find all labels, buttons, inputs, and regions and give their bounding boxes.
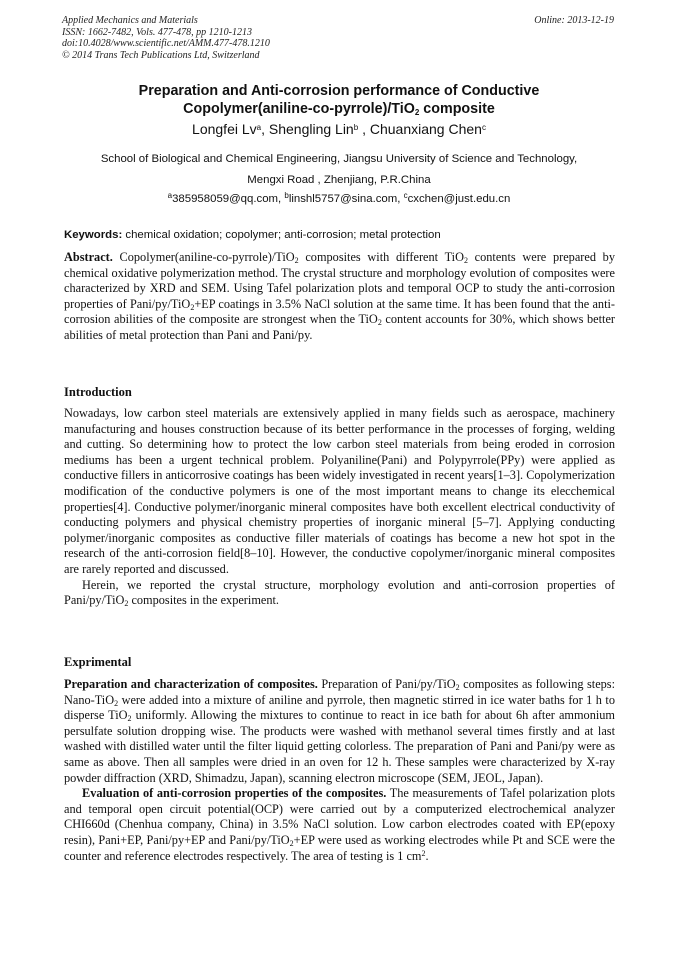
doi: doi:10.4028/www.scientific.net/AMM.477-478.1210 bbox=[62, 38, 270, 49]
exp-paragraph-1: Preparation and characterization of composites. Preparation of Pani/py/TiO$_2$ composites as following steps: Nano-TiO$_2$ were added into a mixture of aniline and pyrrole, then magnetic stirred in ice water baths for 1 h to disperse TiO$_2$ uniformly. Allowing the mixtures to continue to react in ice bath for about 6h after ammonium persulfate solution dropping wise. The products were washed with methanol several times firstly and at last washed with distilled water until the filter liquid getting colorless. The preparation of Pani and Pani/py were as same as above. Then all samples were dried in an oven for 12 h. These samples were characterized by X-ray powder diffraction (XRD, Shimadzu, Japan), scanning electron microscope (SEM, JEOL, Japan). bbox=[64, 677, 616, 785]
intro-paragraph-2: Herein, we reported the crystal structure, morphology evolution and anti-corrosion properties of Pani/py/TiO$_2$ composites in the experiment. bbox=[64, 577, 615, 609]
issn: ISSN: 1662-7482, Vols. 477-478, pp 1210-1213 bbox=[62, 26, 252, 38]
journal-meta bbox=[62, 15, 270, 61]
introduction-body bbox=[64, 406, 615, 609]
author-1: Longfei Lv bbox=[192, 121, 257, 137]
journal-name: Applied Mechanics and Materials bbox=[62, 15, 198, 26]
intro-paragraph-1: Nowadays, low carbon steel materials are extensively applied in many fields such as aerospace, machinery manufacturing and houses construction because of its better performance in the processes of forging, welding and cutting. So determining how to protect the low carbon steel materials from being eroded in corrosion mediums has been a urgent technical problem. Polyaniline(Pani) and Polypyrrole(PPy) were applied as conductive fillers in anticorrosive coatings has been widely investigated in recent years[1–3]. Copolymerization modification of the conductive polymers is one of the most important means to change its elecchemical properties[4]. Conductive polymer/inorganic mineral composites have both excellent electrical conductivity of conducting polymers and physical chemistry properties of inorganic mineral [5–7]. Applying conducting polymer/inorganic composites as conductive filler materials of coatings has become a new hot spot in the research of the anti-corrosion field[8–10]. However, the conductive copolymer/inorganic mineral composites are rarely reported and discussed. bbox=[64, 406, 615, 576]
title-line-1: Preparation and Anti-corrosion performance of Conductive bbox=[138, 83, 540, 99]
paper-title bbox=[60, 82, 618, 118]
copyright: © 2014 Trans Tech Publications Ltd, Switzerland bbox=[62, 49, 260, 61]
title-line-2: Copolymer(aniline-co-pyrrole)/TiO$_2$ composite bbox=[183, 101, 495, 117]
abstract: Abstract. Copolymer(aniline-co-pyrrole)/TiO$_2$ composites with different TiO$_2$ contents were prepared by chemical oxidative polymerization method. The crystal structure and morphology evolution of composites were characterized by XRD and SEM. Using Tafel polarization plots and temporal OCP to study the anti-corrosion properties of Pani/py/TiO$_2$+EP coatings in 3.5% NaCl solution at the same time. It has been found that the anti-corrosion abilities of the composite are strongest when the TiO$_2$ content accounts for 30%, which shows better abilities of metal protection than Pani and Pani/py. bbox=[64, 250, 615, 342]
email-c: cxchen@just.edu.cn bbox=[407, 193, 511, 205]
experimental-heading: Exprimental bbox=[64, 655, 132, 669]
exp-paragraph-2: Evaluation of anti-corrosion properties of the composites. The measurements of Tafel polarization plots and temporal open circuit potential(OCP) were carried out by a computerized electrochemical analyzer CHI660d (Chenhua company, China) in 3.5% NaCl solution. Low carbon electrodes coated with EP(epoxy resin), Pani+EP, Pani/py+EP and Pani/py/TiO$_2$+EP were used as working electrodes while Pt and SCE were the counter and reference electrodes respectively. The area of testing is 1 $cm^2$. bbox=[64, 786, 615, 863]
author-emails: $^a$385958059@qq.com, $^b$linshl5757@sina.com, $^c$cxchen@just.edu.cn bbox=[167, 191, 511, 205]
keywords: Keywords: chemical oxidation; copolymer; anti-corrosion; metal protection bbox=[64, 229, 441, 241]
authors: Longfei Lv$^a$, Shengling Lin$^b$ , Chuanxiang Chen$^c$ bbox=[192, 121, 486, 137]
introduction-heading: Introduction bbox=[64, 385, 132, 399]
email-a: 385958059@qq.com, bbox=[172, 193, 285, 205]
online-date: Online: 2013-12-19 bbox=[534, 15, 614, 26]
author-2: , Shengling Lin bbox=[261, 121, 354, 137]
affiliation: School of Biological and Chemical Engineering, Jiangsu University of Science and Technology, Mengxi Road , Zhenjiang, P.R.China bbox=[100, 153, 578, 186]
email-b: linshl5757@sina.com, bbox=[288, 193, 404, 205]
author-3: , Chuanxiang Chen bbox=[358, 121, 482, 137]
experimental-body bbox=[64, 677, 615, 864]
